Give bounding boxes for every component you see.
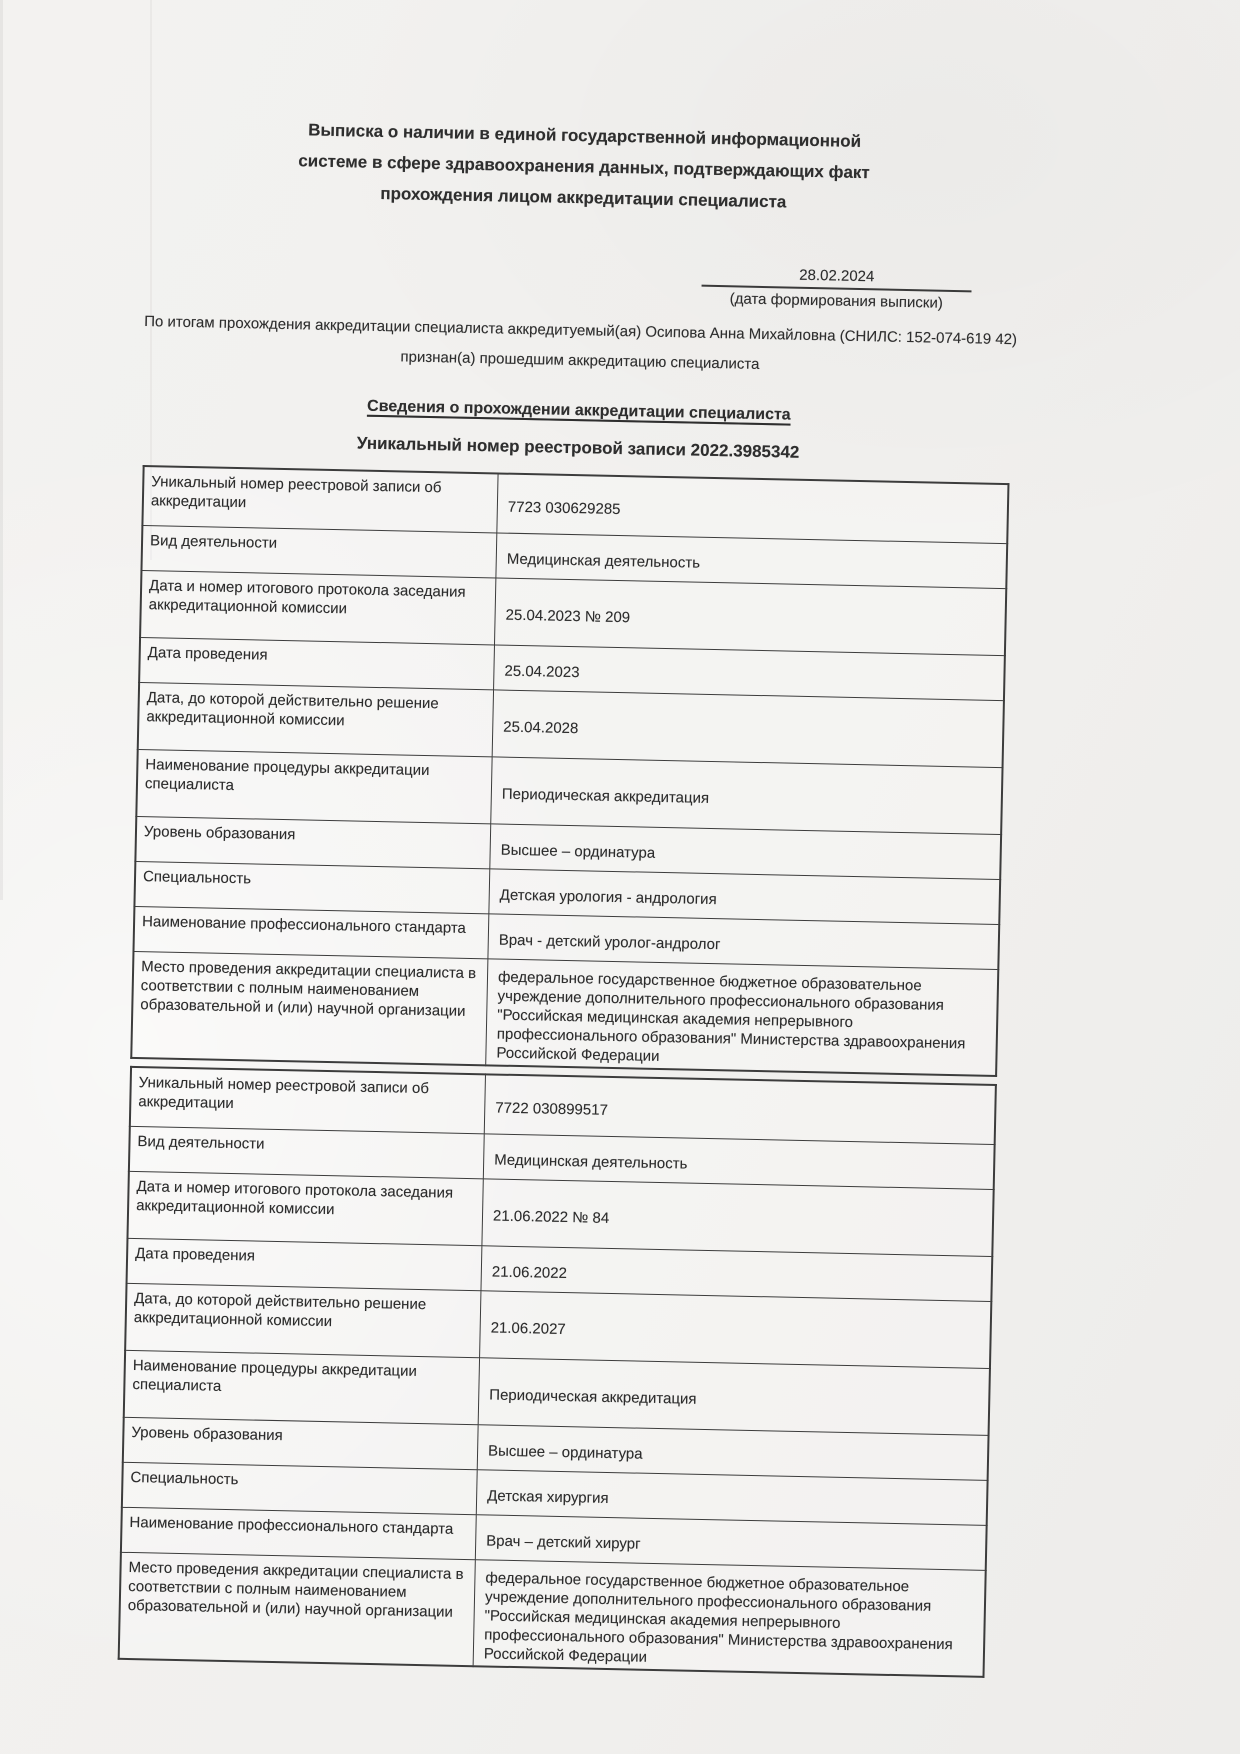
document-title-line: системе в сфере здравоохранения данных, подтверждающих факт [298,151,870,183]
section-heading: Сведения о прохождении аккредитации специалиста [366,397,791,424]
row-value: Медицинская деятельность [496,533,1007,589]
row-value: Медицинская деятельность [483,1134,994,1190]
formation-date-block [701,265,972,313]
intro-line: По итогам прохождения аккредитации специалиста аккредитуемый(ая) Осипова Анна Михайловна (СНИЛС: 152-074-619 42) [143,313,1018,349]
accreditation-table-1 [130,465,1009,1077]
row-label: Дата, до которой действительно решение аккредитационной комиссии [125,1283,481,1357]
accreditation-table-2 [118,1066,997,1678]
intro-paragraph [0,304,1166,388]
row-value: Высшее – ординатура [477,1425,988,1481]
row-value: Высшее – ординатура [490,824,1001,880]
formation-date: 28.02.2024 [702,265,972,293]
row-label: Наименование процедуры аккредитации специалиста [136,749,492,823]
row-value: Детская урология - андрология [489,869,1000,925]
row-label: Уровень образования [123,1417,478,1469]
registry-number-heading: Уникальный номер реестровой записи 2022.3985342 [356,433,800,462]
row-label: Наименование профессионального стандарта [133,906,488,958]
row-label: Наименование процедуры аккредитации специалиста [124,1350,480,1424]
row-value: 7722 030899517 [484,1074,996,1144]
intro-line: признан(а) прошедшим аккредитацию специалиста [400,348,760,373]
row-label: Дата проведения [127,1238,482,1290]
table-row [119,1552,986,1677]
row-value: 25.04.2028 [492,690,1004,768]
row-value: Врач – детский хирург [475,1515,986,1571]
row-label: Дата, до которой действительно решение аккредитационной комиссии [138,682,494,756]
row-label: Дата и номер итогового протокола заседания аккредитационной комиссии [127,1171,483,1245]
row-value: 21.06.2027 [480,1291,992,1369]
row-value: 25.04.2023 № 209 [494,578,1006,656]
row-value: Врач - детский уролог-андролог [488,914,999,970]
document-title [0,108,1170,225]
row-value: 7723 030629285 [497,473,1009,543]
row-value: Детская хирургия [476,1470,987,1526]
accreditation-tables [118,465,1010,1678]
row-label: Дата проведения [139,638,494,690]
row-value: федеральное государственное бюджетное образовательное учреждение дополнительного профессионального образования "Российская медицинская академия непрерывного профессионального образования" Министерства здравоохранения Российской Федерации [473,1560,986,1677]
row-label: Уникальный номер реестровой записи об аккредитации [130,1067,486,1134]
row-value: Периодическая аккредитация [491,757,1003,835]
table-row [131,951,998,1076]
row-label: Вид деятельности [141,526,496,578]
row-label: Дата и номер итогового протокола заседания аккредитационной комиссии [140,571,496,645]
row-value: 21.06.2022 [481,1246,992,1302]
document-title-line: Выписка о наличии в единой государственной информационной [308,120,862,151]
row-value: 25.04.2023 [494,645,1005,701]
row-label: Уровень образования [135,816,490,868]
row-value: 21.06.2022 № 84 [482,1179,994,1257]
row-label: Специальность [134,861,489,913]
row-label: Место проведения аккредитации специалиста в соответствии с полным наименованием образовательной и (или) научной организации [131,951,488,1065]
row-label: Уникальный номер реестровой записи об аккредитации [142,466,498,533]
formation-date-caption: (дата формирования выписки) [729,290,943,312]
row-label: Место проведения аккредитации специалиста в соответствии с полным наименованием образовательной и (или) научной организации [119,1552,476,1666]
row-value: федеральное государственное бюджетное образовательное учреждение дополнительного профессионального образования "Российская медицинская академия непрерывного профессионального образования" Министерства здравоохранения Российской Федерации [486,959,999,1076]
document-title-line: прохождения лицом аккредитации специалиста [380,183,787,212]
row-label: Специальность [122,1462,477,1514]
row-label: Вид деятельности [129,1126,484,1178]
row-value: Периодическая аккредитация [478,1358,990,1436]
row-label: Наименование профессионального стандарта [121,1507,476,1559]
